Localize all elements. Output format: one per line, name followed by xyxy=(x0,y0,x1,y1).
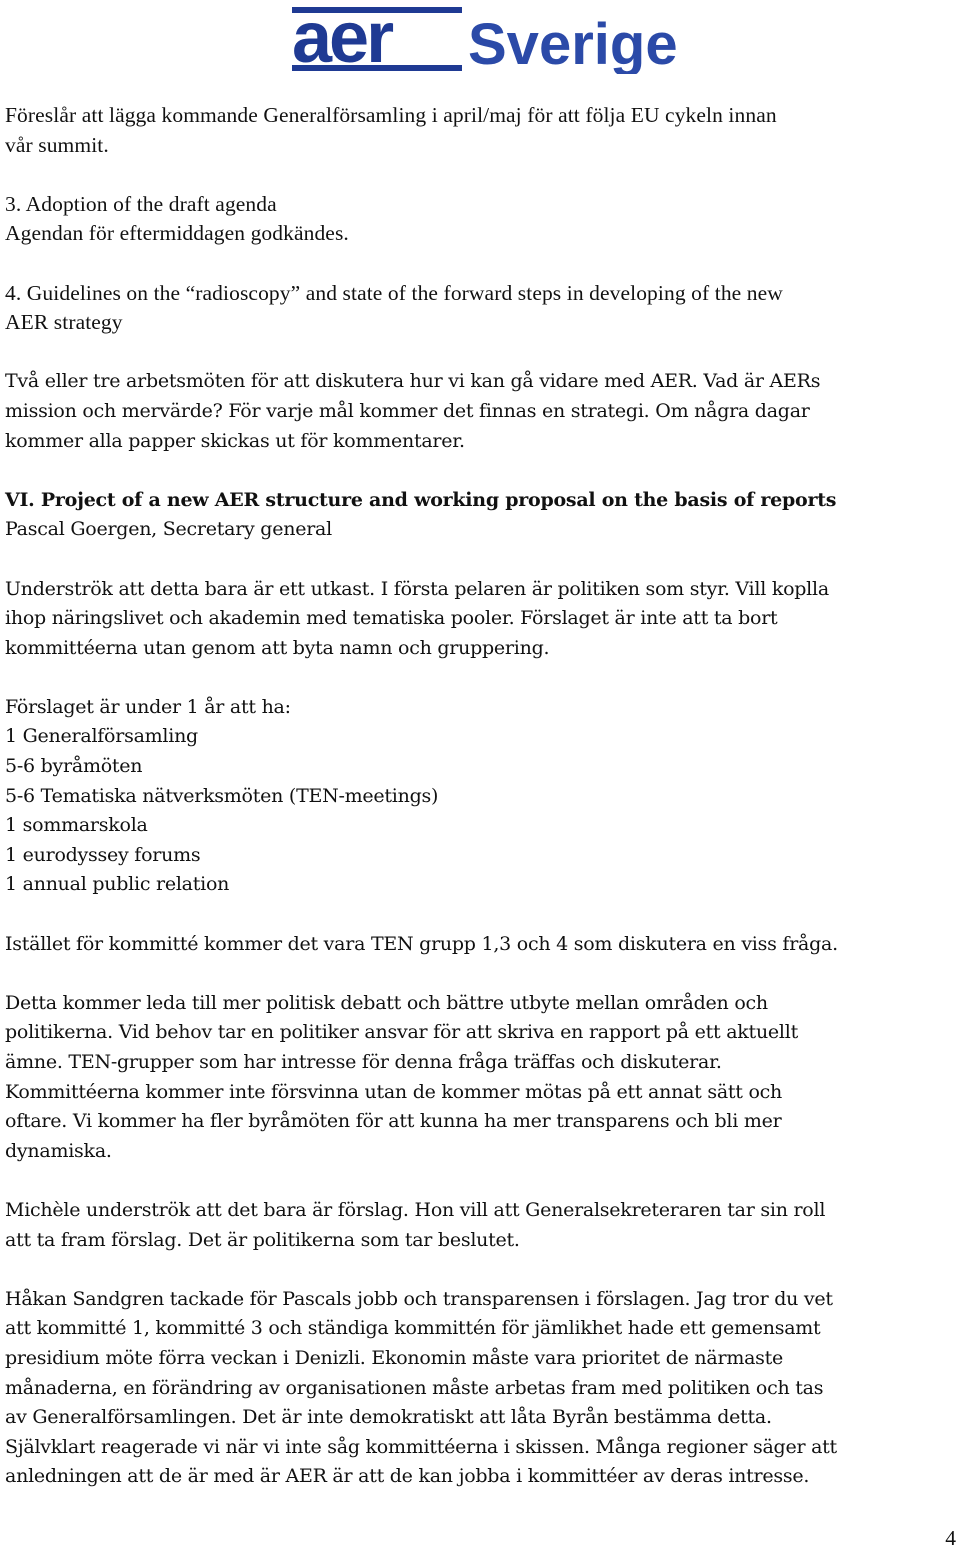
aer-sverige-logo xyxy=(276,4,708,74)
agenda-heading: 3. Adoption of the draft agenda xyxy=(5,191,277,216)
text-line: Underströk att detta bara är ett utkast. I första pelaren är politiken som styr. Vill koplla xyxy=(5,577,829,600)
text-line: presidium möte förra veckan i Denizli. Ekonomin måste vara prioritet de närmaste xyxy=(5,1346,784,1369)
text-line: Michèle underströk att det bara är förslag. Hon vill att Generalsekreteraren tar sin roll xyxy=(5,1198,826,1221)
list-item: 1 Generalförsamling xyxy=(5,725,198,748)
list-item: 1 sommarskola xyxy=(5,814,148,837)
guidelines-heading: 4. Guidelines on the “radioscopy” and state of the forward steps in developing of the new xyxy=(5,280,783,305)
text-line: oftare. Vi kommer ha fler byråmöten för att kunna ha mer transparens och bli mer xyxy=(5,1110,782,1133)
text-line: Självklart reagerade vi när vi inte såg kommittéerna i skissen. Många regioner säger att xyxy=(5,1435,837,1458)
page-number: 4 xyxy=(945,1526,956,1550)
text-line: Detta kommer leda till mer politisk debatt och bättre utbyte mellan områden och xyxy=(5,991,768,1014)
list-item: 1 annual public relation xyxy=(5,873,230,896)
text-line: Två eller tre arbetsmöten för att diskutera hur vi kan gå vidare med AER. Vad är AERs xyxy=(5,370,821,393)
text-line: Föreslår att lägga kommande Generalförsamling i april/maj för att följa EU cykeln innan xyxy=(5,103,777,127)
paragraph-ten-grupp xyxy=(5,930,957,960)
section-vi-heading: VI. Project of a new AER structure and working proposal on the basis of reports xyxy=(5,488,837,511)
paragraph-hakan xyxy=(5,1285,957,1492)
text-line: kommittéerna utan genom att byta namn och gruppering. xyxy=(5,636,550,659)
list-intro: Förslaget är under 1 år att ha: xyxy=(5,695,291,718)
text-line: ämne. TEN-grupper som har intresse för denna fråga träffas och diskuterar. xyxy=(5,1051,722,1073)
logo-graphic xyxy=(276,4,708,74)
paragraph-arbetsmoten xyxy=(5,367,957,456)
text-line: vår summit. xyxy=(5,132,109,157)
list-item: 5-6 Tematiska nätverksmöten (TEN-meetings) xyxy=(5,784,439,807)
text-line: månaderna, en förändring av organisationen måste arbetas fram med politiken och tas xyxy=(5,1376,824,1399)
text-line: dynamiska. xyxy=(5,1139,112,1162)
document-body xyxy=(5,101,957,1492)
text-line: politikerna. Vid behov tar en politiker ansvar för att skriva en rapport på ett aktuellt xyxy=(5,1021,798,1044)
text-line: Håkan Sandgren tackade för Pascals jobb och transparensen i förslagen. Jag tror du vet xyxy=(5,1287,833,1310)
paragraph-politisk-debatt xyxy=(5,989,957,1167)
text-line: kommer alla papper skickas ut för kommentarer. xyxy=(5,429,465,452)
paragraph-utkast xyxy=(5,575,957,664)
paragraph-guidelines xyxy=(5,279,957,338)
logo-text-sverige: Sverige xyxy=(468,12,678,74)
text-line: att ta fram förslag. Det är politikerna som tar beslutet. xyxy=(5,1228,520,1251)
text-line: anledningen att de är med är AER är att de kan jobba i kommittéer av deras intresse. xyxy=(5,1465,810,1488)
text-line: ihop näringslivet och akademin med tematiska pooler. Förslaget är inte att ta bort xyxy=(5,607,778,630)
text-line: av Generalförsamlingen. Det är inte demokratiskt att låta Byrån bestämma detta. xyxy=(5,1406,772,1429)
paragraph-generalforsamling xyxy=(5,101,957,160)
logo-text-aer: aer xyxy=(292,4,392,74)
text-line: Kommittéerna kommer inte försvinna utan de kommer mötas på ett annat sätt och xyxy=(5,1080,783,1103)
text-line: mission och mervärde? För varje mål kommer det finnas en strategi. Om några dagar xyxy=(5,399,810,422)
list-forslaget xyxy=(5,693,957,900)
text-line: Istället för kommitté kommer det vara TEN grupp 1,3 och 4 som diskutera en viss fråga. xyxy=(5,932,838,955)
paragraph-agenda xyxy=(5,190,957,249)
list-item: 5-6 byråmöten xyxy=(5,755,143,778)
list-item: 1 eurodyssey forums xyxy=(5,843,201,866)
paragraph-michele xyxy=(5,1196,957,1255)
text-line: AER strategy xyxy=(5,310,123,335)
text-line: att kommitté 1, kommitté 3 och ständiga kommittén för jämlikhet hade ett gemensamt xyxy=(5,1317,821,1340)
text-line: Agendan för eftermiddagen godkändes. xyxy=(5,221,349,246)
speaker-line: Pascal Goergen, Secretary general xyxy=(5,518,332,541)
section-vi xyxy=(5,486,957,545)
